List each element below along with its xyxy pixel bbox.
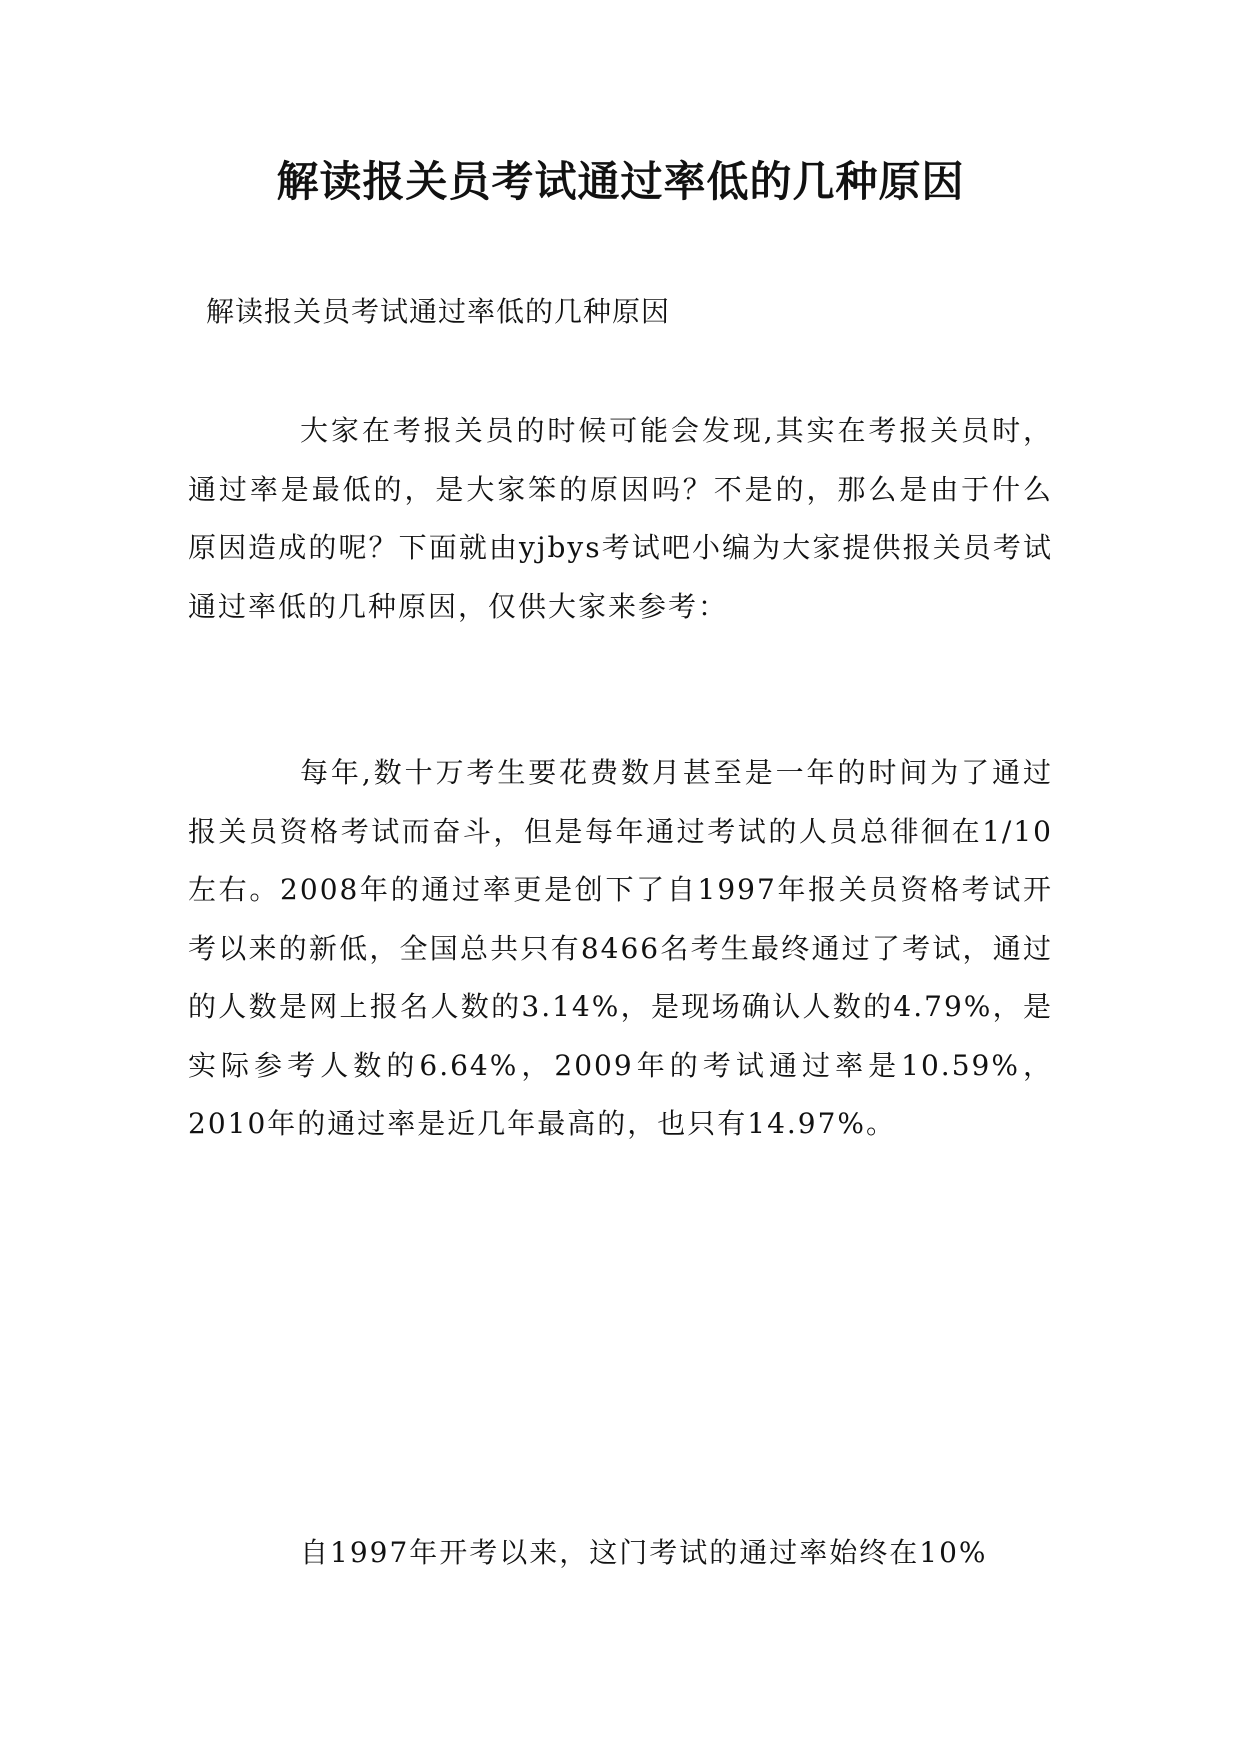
paragraph-history: 自1997年开考以来，这门考试的通过率始终在10%: [300, 1536, 988, 1569]
paragraph-statistics: 每年,数十万考生要花费数月甚至是一年的时间为了通过报关员资格考试而奋斗，但是每年通过考试的人员总徘徊在1/10左右。2008年的通过率更是创下了自1997年报关员资格考试开考以来的新低，全国总共只有8466名考生最终通过了考试，通过的人数是网上报名人数的3.14%，是现场确认人数的4.79%，是实际参考人数的6.64%，2009年的考试通过率是10.59%，2010年的通过率是近几年最高的，也只有14.97%。: [188, 756, 1053, 1140]
document-subtitle: 解读报关员考试通过率低的几种原因: [206, 295, 671, 328]
document-title: 解读报关员考试通过率低的几种原因: [276, 157, 965, 206]
paragraph-intro: 大家在考报关员的时候可能会发现,其实在考报关员时，通过率是最低的，是大家笨的原因吗？不是的，那么是由于什么原因造成的呢？下面就由yjbys考试吧小编为大家提供报关员考试通过率低的几种原因，仅供大家来参考：: [188, 414, 1053, 623]
